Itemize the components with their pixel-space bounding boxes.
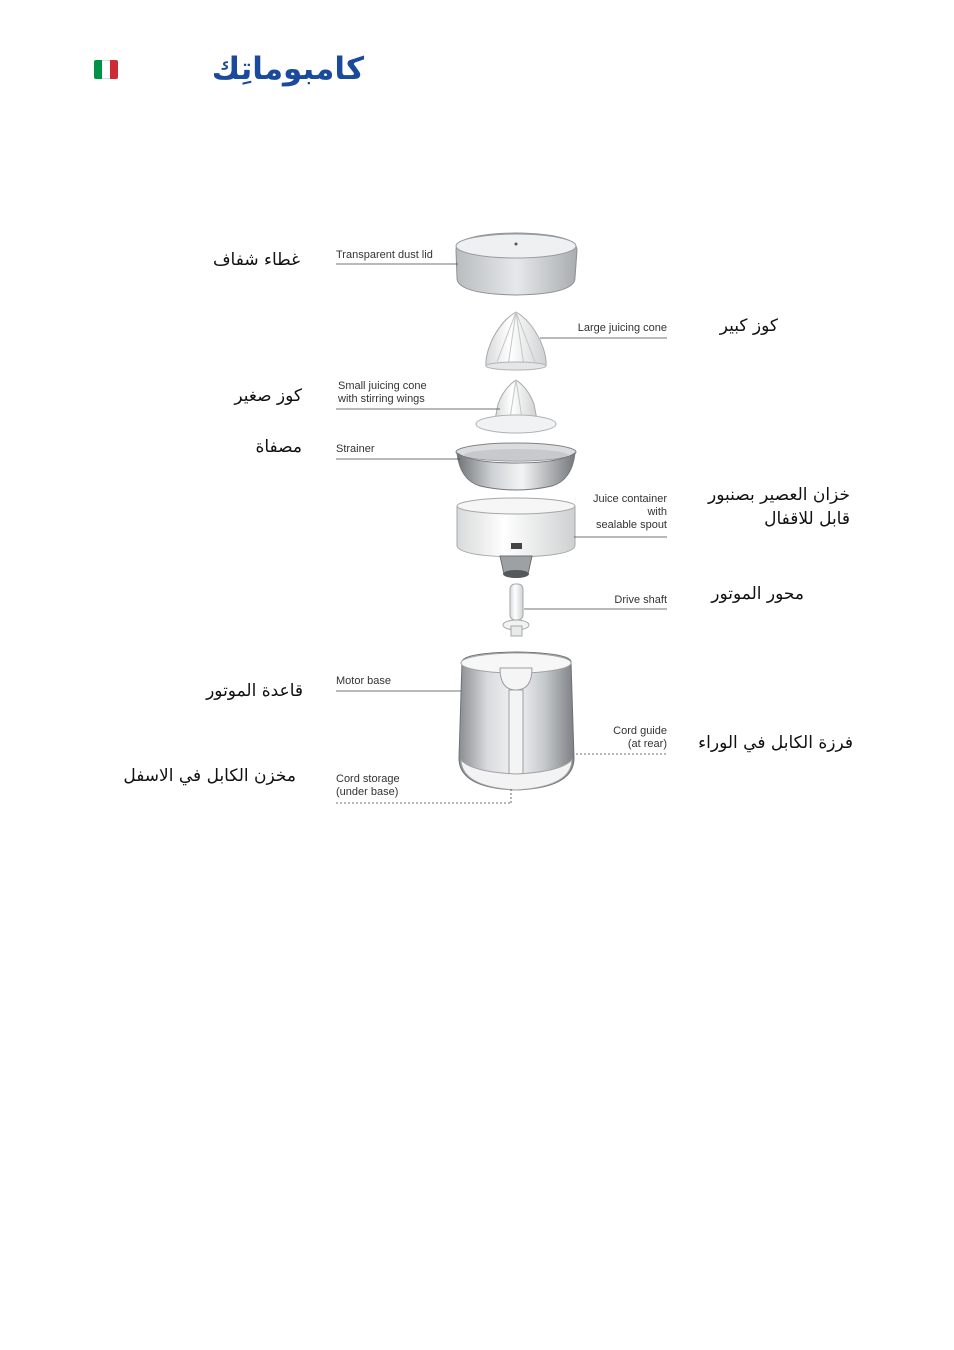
juice-container-illustration bbox=[457, 498, 575, 578]
label-cord-storage bbox=[336, 773, 400, 799]
label-large-juicing-cone: Large juicing cone bbox=[577, 322, 667, 334]
arabic-label-cord-storage: مخزن الكابل في الاسفل bbox=[123, 766, 296, 786]
motor-base-illustration bbox=[459, 652, 574, 790]
label-cord-guide-line2: (at rear) bbox=[627, 738, 667, 750]
arabic-label-juice-container-line1: خزان العصير بصنبور bbox=[708, 485, 850, 505]
label-small-juicing-cone-line2: with stirring wings bbox=[338, 393, 425, 405]
brand-logo-text: كامبوماتِك bbox=[211, 51, 364, 87]
large-cone-illustration bbox=[486, 312, 546, 370]
label-transparent-dust-lid: Transparent dust lid bbox=[336, 249, 433, 261]
label-juice-container bbox=[560, 493, 667, 532]
arabic-label-drive-shaft: محور الموتور bbox=[711, 584, 804, 604]
arabic-label-small-cone: كوز صغير bbox=[234, 386, 302, 406]
label-juice-container-line1: Juice container bbox=[593, 493, 667, 505]
label-cord-storage-line1: Cord storage bbox=[336, 773, 400, 785]
label-small-juicing-cone bbox=[338, 380, 427, 406]
arabic-label-lid: غطاء شفاف bbox=[212, 250, 300, 270]
arabic-label-cord-guide: فرزة الكابل في الوراء bbox=[698, 733, 853, 753]
strainer-illustration bbox=[456, 443, 576, 490]
label-small-juicing-cone-line1: Small juicing cone bbox=[338, 380, 427, 392]
small-cone-illustration bbox=[476, 380, 556, 433]
label-cord-guide-line1: Cord guide bbox=[613, 725, 667, 737]
arabic-label-juice-container bbox=[690, 483, 850, 531]
label-juice-container-line2: with bbox=[647, 506, 667, 518]
lid-illustration bbox=[456, 233, 577, 295]
label-cord-guide bbox=[580, 725, 667, 751]
label-cord-storage-line2: (under base) bbox=[336, 786, 399, 798]
arabic-label-juice-container-line2: قابل للاقفال bbox=[764, 509, 850, 529]
arabic-label-strainer: مصفاة bbox=[255, 437, 302, 457]
arabic-label-motor-base: قاعدة الموتور bbox=[206, 681, 303, 701]
label-motor-base: Motor base bbox=[336, 675, 392, 687]
label-juice-container-line3: sealable spout bbox=[596, 519, 667, 531]
drive-shaft-illustration bbox=[503, 584, 529, 636]
label-drive-shaft: Drive shaft bbox=[614, 594, 667, 606]
label-strainer: Strainer bbox=[336, 443, 375, 455]
arabic-label-large-cone: كوز كبير bbox=[719, 316, 778, 336]
